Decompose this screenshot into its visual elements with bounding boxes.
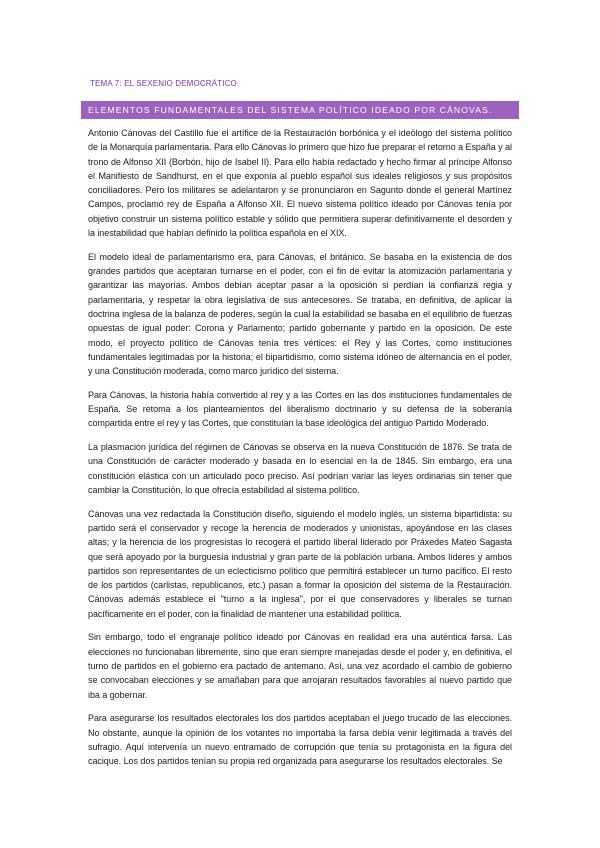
body-paragraph: Antonio Cánovas del Castillo fue el artífice de la Restauración borbónica y el ideólogo del sistema político de la Monarquía parlamentaria. Para ello Cánovas lo primero que hizo fue preparar el retorno a España y al trono de Alfonso XII (Borbón, hijo de Isabel II). Para ello había redactado y hecho firmar al príncipe Alfonso el Manifiesto de Sandhurst, en el que exponía al pueblo español sus ideales religiosos y sus propósitos conciliadores. Pero los militares se adelantaron y se pronunciaron en Sagunto donde el general Martínez Campos, proclamó rey de España a Alfonso XII. El nuevo sistema político ideado por Cánovas tenía por objetivo construir un sistema político estable y sólido que permitiera superar definitivamente el desorden y la inestabilidad que habían definido la política española en el XIX. (88, 128, 512, 239)
document-body (88, 126, 512, 778)
topic-heading: TEMA 7: EL SEXENIO DEMOCRÁTICO. (90, 79, 240, 88)
section-title: ELEMENTOS FUNDAMENTALES DEL SISTEMA POLÍTICO IDEADO POR CÁNOVAS. (88, 105, 493, 115)
body-paragraph: Cánovas una vez redactada la Constitución diseño, siguiendo el modelo inglés, un sistema bipartidista: su partido será el conservador y recoge la herencia de moderados y unionistas, apoyándose en las clases altas; y la herencia de los progresistas lo recogerá el partido liberal liderado por Práxedes Mateo Sagasta que será apoyado por la burguesía industrial y gran parte de la población urbana. Ambos líderes y ambos partidos son representantes de un eclecticismo político que permitirá establecer un turno pacífico. El resto de los partidos (carlistas, republicanos, etc.) pasan a formar la oposición del sistema de la Restauración. Cánovas además establece el "turno a la inglesa", por el que conservadores y liberales se turnan pacíficamente en el poder, con la finalidad de mantener una estabilidad política. (88, 508, 512, 619)
body-paragraph: El modelo ideal de parlamentarismo era, para Cánovas, el británico. Se basaba en la existencia de dos grandes partidos que aceptaran turnarse en el poder, con el fin de evitar la atomización parlamentaria y garantizar las mayorías. Ambos debían aceptar pasar a la oposición si perdían la confianza regia y parlamentaria, y respetar la obra legislativa de sus antecesores. Se trataba, en definitiva, de aplicar la doctrina inglesa de la balanza de poderes, según la cual la estabilidad se basaba en el equilibrio de fuerzas opuestas de igual poder: Corona y Parlamento; partido gobernante y partido en la oposición. De este modo, el proyecto político de Cánovas tenía tres vértices: el Rey y las Cortes, como instituciones fundamentales legitimadas por la historia; el bipartidismo, como sistema idóneo de alternancia en el poder, y una Constitución moderada, como marco jurídico del sistema. (88, 251, 512, 377)
body-paragraph: Sin embargo, todo el engranaje político ideado por Cánovas en realidad era una auténtica farsa. Las elecciones no funcionaban libremente, sino que eran siempre manejadas desde el poder y, en definitiva, el turno de partidos en el gobierno era pactado de antemano. Así, una vez acordado el cambio de gobierno se convocaban elecciones y se amañaban para que arrojaran resultados favorables al nuevo partido que iba a gobernar. (88, 632, 512, 700)
body-paragraph: Para Cánovas, la historia había convertido al rey y a las Cortes en las dos instituciones fundamentales de España. Se retoma a los planteamientos del liberalismo doctrinario y su defensa de la soberanía compartida entre el rey y las Cortes, que constituían la base ideológica del antiguo Partido Moderado. (88, 389, 512, 429)
body-paragraph: La plasmación jurídica del régimen de Cánovas se observa en la nueva Constitución de 1876. Se trata de una Constitución de carácter moderado y basada en lo esencial en la de 1845. Sin embargo, era una constitución elástica con un articulado poco preciso. Así podrían variar las leyes ordinarias sin tener que cambiar la Constitución, lo que ofrecía estabilidad al sistema político. (88, 442, 512, 495)
section-banner (81, 101, 519, 119)
body-paragraph: Para asegurarse los resultados electorales los dos partidos aceptaban el juego trucado de las elecciones. No obstante, aunque la opinión de los votantes no importaba la farsa debía venir legitimada a través del sufragio. Aquí intervenía un nuevo entramado de corrupción que tenía su protagonista en la figura del cacique. Los dos partidos tenían su propia red organizada para asegurarse los resultados electorales. Se (88, 713, 512, 767)
